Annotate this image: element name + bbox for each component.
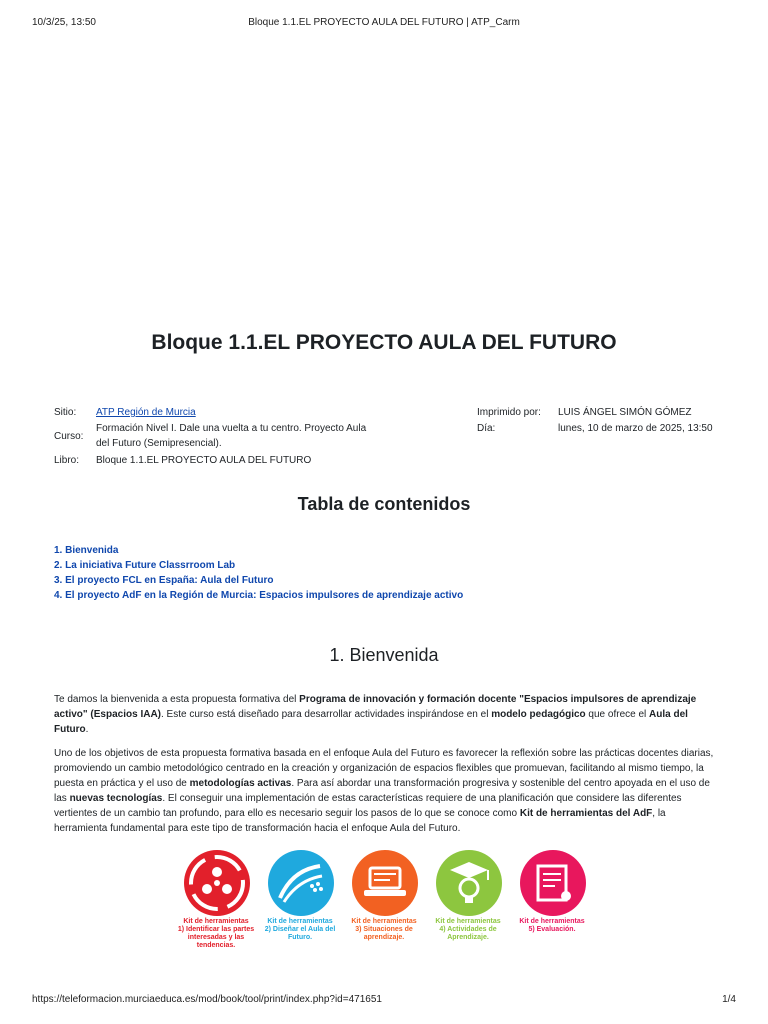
kit-body: 2) Diseñar el Aula del Futuro. [264, 926, 336, 941]
kit-body: 1) Identificar las partes interesadas y las tendencias. [177, 926, 255, 949]
toc-item[interactable] [54, 558, 463, 573]
course-value-line1: Formación Nivel I. Dale una vuelta a tu centro. Proyecto Aula [96, 423, 367, 434]
certificate-icon [520, 850, 586, 916]
book-title: Bloque 1.1.EL PROYECTO AULA DEL FUTURO [151, 331, 617, 354]
text-run: . [85, 724, 89, 735]
kit-circle [520, 850, 586, 916]
toc-item[interactable] [54, 588, 463, 603]
kit-head: Kit de herramientas [267, 918, 333, 925]
table-of-contents [54, 543, 463, 603]
kit-item [344, 846, 424, 958]
kit-head: Kit de herramientas [519, 918, 585, 925]
laptop-icon [352, 850, 418, 916]
toc-heading: Tabla de contenidos [297, 494, 471, 514]
text-run: . Para así abordar una transformación progresiva y sostenible del centro apoyada en el uso de las [54, 778, 710, 804]
kit-body: 4) Actividades de Aprendizaje. [439, 926, 497, 941]
welcome-paragraph [54, 692, 714, 737]
toc-item[interactable] [54, 573, 463, 588]
design-icon [268, 850, 334, 916]
bold-run: nuevas tecnologías [69, 793, 163, 804]
toc-item[interactable] [54, 543, 463, 558]
text-run: . El conseguir una implementación de estas características requiere de una planificación que considere las diferentes vertientes de un cambio tan profundo, para ello es necesario seguir los pasos de lo que se conoce como [54, 793, 682, 819]
book-label: Libro: [54, 455, 80, 466]
kit-body: 5) Evaluación. [528, 926, 576, 933]
toc-link[interactable]: 4. El proyecto AdF en la Región de Murcia: Espacios impulsores de aprendizaje activo [54, 590, 464, 601]
kit-circle [268, 850, 334, 916]
bold-run: Aula del Futuro [54, 709, 688, 735]
printed-by-label: Imprimido por: [477, 407, 541, 418]
kit-circle [184, 850, 250, 916]
toc-link[interactable]: 1. Bienvenida [54, 545, 119, 556]
kit-item [176, 846, 256, 958]
site-label: Sitio: [54, 407, 77, 418]
print-page-title: Bloque 1.1.EL PROYECTO AULA DEL FUTURO | ATP_Carm [248, 17, 520, 28]
toc-link[interactable]: 3. El proyecto FCL en España: Aula del Futuro [54, 575, 274, 586]
bold-run: modelo pedagógico [491, 709, 586, 720]
kit-item [260, 846, 340, 958]
print-date: 10/3/25, 13:50 [32, 17, 96, 28]
site-link[interactable]: ATP Región de Murcia [96, 407, 196, 418]
chapter-heading: 1. Bienvenida [329, 645, 439, 665]
toc-link[interactable]: 2. La iniciativa Future Classrroom Lab [54, 560, 236, 571]
kit-head: Kit de herramientas [351, 918, 417, 925]
printed-by-value: LUIS ÁNGEL SIMÓN GÓMEZ [558, 407, 692, 418]
kit-circle [436, 850, 502, 916]
kit-caption [506, 918, 598, 934]
kit-caption [170, 918, 262, 950]
kit-caption [338, 918, 430, 942]
bold-run: Programa de innovación y formación docente "Espacios impulsores de aprendizaje activo" (Espacios IAA) [54, 694, 697, 720]
objectives-paragraph [54, 746, 714, 836]
course-label: Curso: [54, 431, 84, 442]
toolkit-banner-image [176, 846, 592, 958]
day-value: lunes, 10 de marzo de 2025, 13:50 [558, 423, 713, 434]
kit-item [512, 846, 592, 958]
text-run: que ofrece el [585, 709, 650, 720]
print-url: https://teleformacion.murciaeduca.es/mod/book/tool/print/index.php?id=471651 [32, 994, 382, 1005]
kit-body: 3) Situaciones de aprendizaje. [355, 926, 413, 941]
text-run: Uno de los objetivos de esta propuesta formativa basada en el enfoque Aula del Futuro es favorecer la reflexión sobre las prácticas docentes diarias, promoviendo un cambio metodológico centrado en la creación y organización de espacios flexibles que promuevan, facilitando al mismo tiempo, la puesta en práctica y el uso de [54, 748, 714, 789]
kit-item [428, 846, 508, 958]
text-run: Te damos la bienvenida a esta propuesta formativa del [54, 694, 300, 705]
people-icon [184, 850, 250, 916]
text-run: . Este curso está diseñado para desarrollar actividades inspirándose en el [161, 709, 492, 720]
book-value: Bloque 1.1.EL PROYECTO AULA DEL FUTURO [96, 455, 312, 466]
kit-head: Kit de herramientas [435, 918, 501, 925]
kit-caption [254, 918, 346, 942]
day-label: Día: [477, 423, 496, 434]
bold-run: metodologías activas [189, 778, 292, 789]
course-value-line2: del Futuro (Semipresencial). [96, 438, 222, 449]
graduation-bulb-icon [436, 850, 502, 916]
kit-head: Kit de herramientas [183, 918, 249, 925]
bold-run: Kit de herramientas del AdF [519, 808, 653, 819]
kit-caption [422, 918, 514, 942]
page-number: 1/4 [722, 994, 736, 1005]
text-run: , la herramienta fundamental para este tipo de transformación hacia el enfoque Aula del Futuro. [54, 808, 666, 834]
kit-circle [352, 850, 418, 916]
